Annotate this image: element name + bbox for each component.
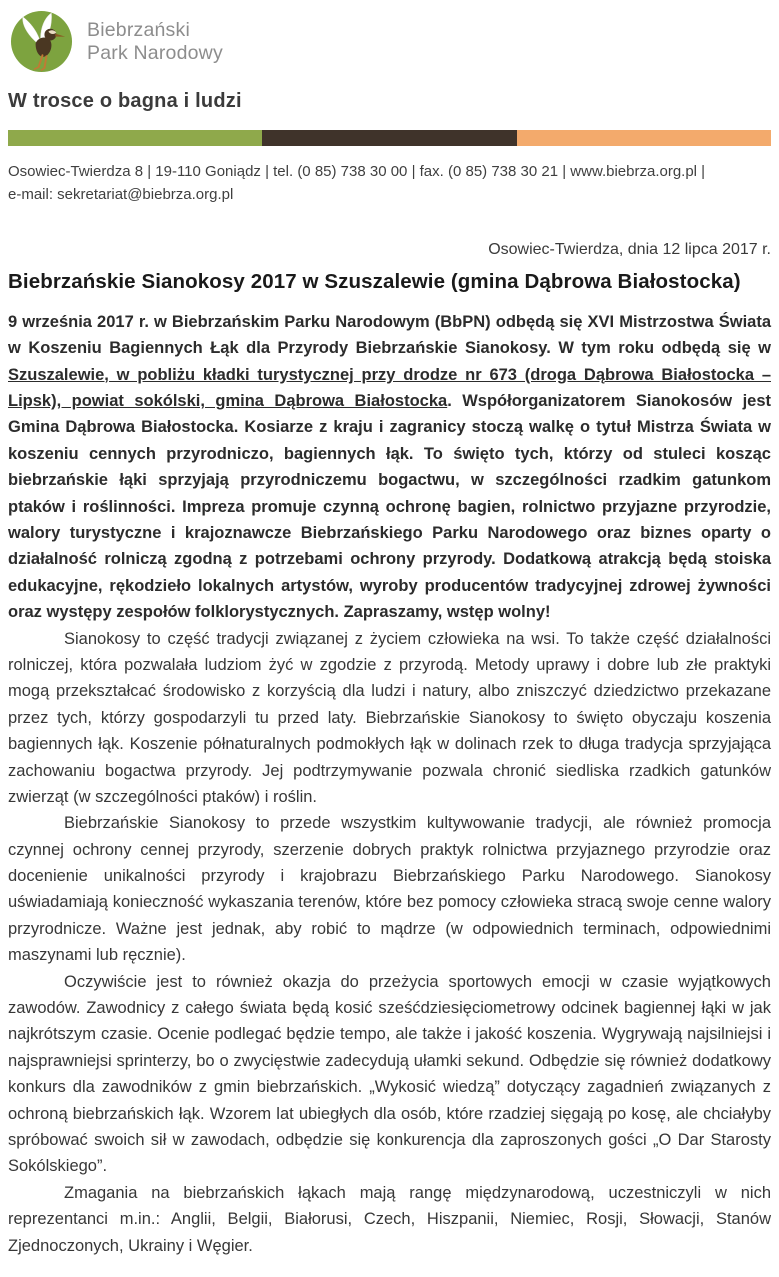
letterhead — [8, 8, 771, 73]
paragraph-5: Zmagania na biebrzańskich łąkach mają rangę międzynarodową, uczestniczyli w nich reprezentanci m.in.: Anglii, Belgii, Białorusi, Czech, Hiszpanii, Niemiec, Rosji, Słowacji, Stanów Zjednoczonych, Ukrainy i Węgier. — [8, 1183, 771, 1255]
contact-block — [8, 161, 771, 207]
paragraph-4: Oczywiście jest to również okazja do przeżycia sportowych emocji w czasie wyjątkowych zawodów. Zawodnicy z całego świata będą kosić sześćdziesięciometrowy odcinek bagiennej łąki w jak najkrótszym czasie. Ocenie podlegać będzie tempo, ale także i jakość koszenia. Wygrywają najsilniejsi i najsprawniejsi sprinterzy, bo o zwycięstwie zadecydują ułamki sekund. Odbędzie się również dodatkowy konkurs dla zawodników z gmin biebrzańskich. „Wykosić wiedzą” dotyczący zagadnień związanych z ochroną biebrzańskich łąk. Wzorem lat ubiegłych dla osób, które rzadziej sięgają po kosę, ale chciałyby spróbować swoich sił w zawodach, odbędzie się konkurencja dla zaproszonych gości „O Dar Starosty Sokólskiego”. — [8, 972, 771, 1176]
bird-logo-icon — [10, 10, 73, 73]
paragraph-3: Biebrzańskie Sianokosy to przede wszystkim kultywowanie tradycji, ale również promocja czynnej ochrony cennej przyrody, szerzenie dobrych praktyk rolnictwa przyjaznego przyrodzie oraz docenienie unikalności przyrody i krajobrazu Biebrzańskiego Parku Narodowego. Sianokosy uświadamiają konieczność wykaszania terenów, które bez pomocy człowieka stracą swoje cenne walory przyrodnicze. Ważne jest jednak, aby robić to mądrze (w odpowiednich terminach, odpowiednimi maszynami lub ręcznie). — [8, 814, 771, 965]
brand-bar-segment-brown — [262, 130, 516, 146]
tagline: W trosce o bagna i ludzi — [8, 90, 242, 112]
brand-bar — [8, 130, 771, 146]
park-logo — [10, 10, 73, 73]
paragraph-lead-post: . Współorganizatorem Sianokosów jest Gmina Dąbrowa Białostocka. Kosiarze z kraju i zagranicy stoczą walkę o tytuł Mistrza Świata w koszeniu cennych przyrodniczo, bagiennych łąk. To święto tych, którzy od stuleci kosząc biebrzańskie łąki sprzyjają przyrodniczemu bogactwu, w szczególności rzadkim gatunkom ptaków i roślinności. Impreza promuje czynną ochronę bagien, rolnictwo przyjazne przyrodzie, walory turystyczne i krajoznawcze Biebrzańskiego Parku Narodowego oraz biznes oparty o działalność rolniczą zgodną z potrzebami ochrony przyrody. Dodatkową atrakcją będą stoiska edukacyjne, rękodzieło lokalnych artystów, wyroby producentów tradycyjnej zdrowej żywności oraz występy zespołów folklorystycznych. Zapraszamy, wstęp wolny! — [8, 392, 771, 622]
date-line: Osowiec-Twierdza, dnia 12 lipca 2017 r. — [488, 240, 771, 258]
org-name-line2: Park Narodowy — [87, 42, 223, 65]
contact-line-1: Osowiec-Twierdza 8 | 19-110 Goniądz | tel. (0 85) 738 30 00 | fax. (0 85) 738 30 21 | www.biebrza.org.pl | — [8, 163, 706, 180]
document-body — [8, 309, 771, 1259]
paragraph-2: Sianokosy to część tradycji związanej z życiem człowieka na wsi. To także część działalności rolniczej, która pozwalała ludziom żyć w zgodzie z przyrodą. Metody uprawy i dobre lub złe praktyki mogą przekształcać środowisko z korzyścią dla ludzi i natury, albo zniszczyć dziedzictwo przekazane przez tych, którzy gospodarzyli tu przed laty. Biebrzańskie Sianokosy to święto obyczaju koszenia bagiennych łąk. Koszenie półnaturalnych podmokłych łąk w dolinach rzek to długa tradycja sprzyjająca zachowaniu bogactwa przyrody. Jej podtrzymywanie pozwala chronić siedliska rzadkich gatunków zwierząt (w szczególności ptaków) i roślin. — [8, 629, 771, 806]
org-name-line1: Biebrzański — [87, 19, 190, 41]
paragraph-lead-pre: 9 września 2017 r. w Biebrzańskim Parku Narodowym (BbPN) odbędą się XVI Mistrzostwa Świata w Koszeniu Bagiennych Łąk dla Przyrody Biebrzańskie Sianokosy. W tym roku odbędą się w — [8, 312, 771, 358]
paragraph-lead-underlined-location: Szuszalewie, w pobliżu kładki turystycznej przy drodze nr 673 (droga Dąbrowa Białostocka – Lipsk), powiat sokólski, gmina Dąbrowa Białostocka — [8, 365, 771, 411]
paragraph-lead — [8, 309, 771, 626]
contact-line-2: e-mail: sekretariat@biebrza.org.pl — [8, 185, 234, 203]
org-name — [87, 10, 223, 66]
document-title: Biebrzańskie Sianokosy 2017 w Szuszalewie (gmina Dąbrowa Białostocka) — [8, 269, 741, 293]
brand-bar-segment-orange — [517, 130, 771, 146]
brand-bar-segment-green — [8, 130, 262, 146]
